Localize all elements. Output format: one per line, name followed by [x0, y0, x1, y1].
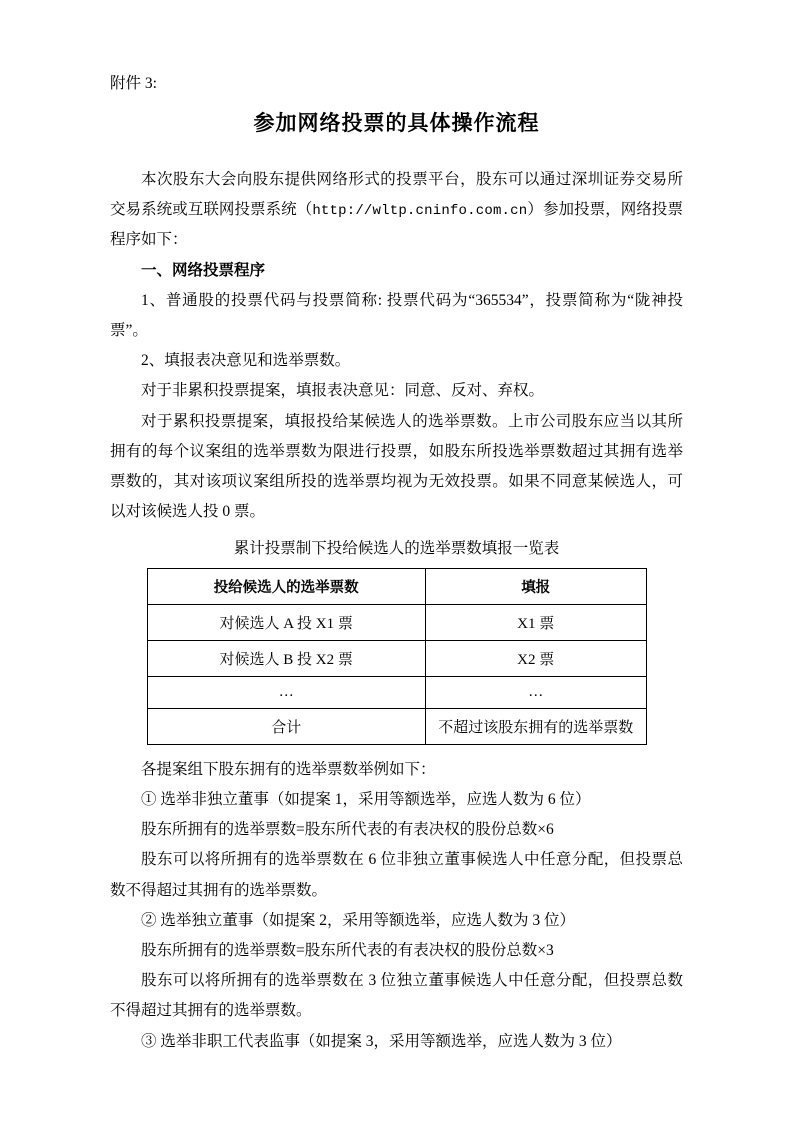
list-item-2-formula: 股东所拥有的选举票数=股东所代表的有表决权的股份总数×3 — [141, 942, 554, 960]
table-header-row — [147, 568, 646, 604]
table-cell: X2 票 — [425, 640, 646, 676]
after-table-lead: 各提案组下股东拥有的选举票数举例如下： — [141, 760, 436, 778]
table-cell: X1 票 — [425, 604, 646, 640]
table-cell: 对候选人 A 投 X1 票 — [147, 604, 425, 640]
intro-part1: 本次股东大会向股东提供网络形式的投票平台，股东可以通过深圳证券交易所交易系统或互联网投票系统（ — [110, 170, 683, 219]
page-title: 参加网络投票的具体操作流程 — [253, 111, 540, 135]
voting-system-url: http://wltp.cninfo.com.cn — [312, 203, 528, 220]
section-heading-1: 一、网络投票程序 — [141, 261, 266, 279]
table-cell: … — [147, 676, 425, 708]
list-item-1-note: 股东可以将所拥有的选举票数在 6 位非独立董事候选人中任意分配，但投票总数不得超过其拥有的选举票数。 — [110, 851, 683, 899]
table-row — [147, 604, 646, 640]
attachment-label: 附件 3: — [110, 75, 157, 92]
table-header-cell: 填报 — [425, 568, 646, 604]
list-item-2: ② 选举独立董事（如提案 2，采用等额选举，应选人数为 3 位） — [141, 911, 576, 929]
list-item-3: ③ 选举非职工代表监事（如提案 3，采用等额选举，应选人数为 3 位） — [141, 1032, 622, 1050]
paragraph-4: 对于累积投票提案，填报投给某候选人的选举票数。上市公司股东应当以其所拥有的每个议案组的选举票数为限进行投票，如股东所投选举票数超过其拥有选举票数的，其对该项议案组所投的选举票均视为无效投票。如果不同意某候选人，可以对该候选人投 0 票。 — [110, 412, 683, 521]
list-item-1: ① 选举非独立董事（如提案 1，采用等额选举，应选人数为 6 位） — [141, 790, 591, 808]
paragraph-1: 1、普通股的投票代码与投票简称: 投票代码为“365534”，投票简称为“陇神投票”。 — [110, 291, 683, 339]
intro-part2: ）参加投票，网络投票程序如下： — [110, 201, 683, 249]
paragraph-3: 对于非累积投票提案，填报表决意见：同意、反对、弃权。 — [141, 382, 545, 400]
list-item-1-formula: 股东所拥有的选举票数=股东所代表的有表决权的股份总数×6 — [141, 821, 554, 839]
paragraph-2: 2、填报表决意见和选举票数。 — [141, 352, 351, 370]
table-header-cell: 投给候选人的选举票数 — [147, 568, 425, 604]
table-cell: … — [425, 676, 646, 708]
intro-paragraph — [110, 165, 683, 256]
table-row — [147, 640, 646, 676]
table-cell: 对候选人 B 投 X2 票 — [147, 640, 425, 676]
table-caption: 累计投票制下投给候选人的选举票数填报一览表 — [233, 539, 560, 557]
table-row — [147, 708, 646, 744]
vote-table — [147, 568, 647, 745]
table-row — [147, 676, 646, 708]
list-item-2-note: 股东可以将所拥有的选举票数在 3 位独立董事候选人中任意分配，但投票总数不得超过其拥有的选举票数。 — [110, 972, 683, 1020]
table-cell: 不超过该股东拥有的选举票数 — [425, 708, 646, 744]
table-cell: 合计 — [147, 708, 425, 744]
